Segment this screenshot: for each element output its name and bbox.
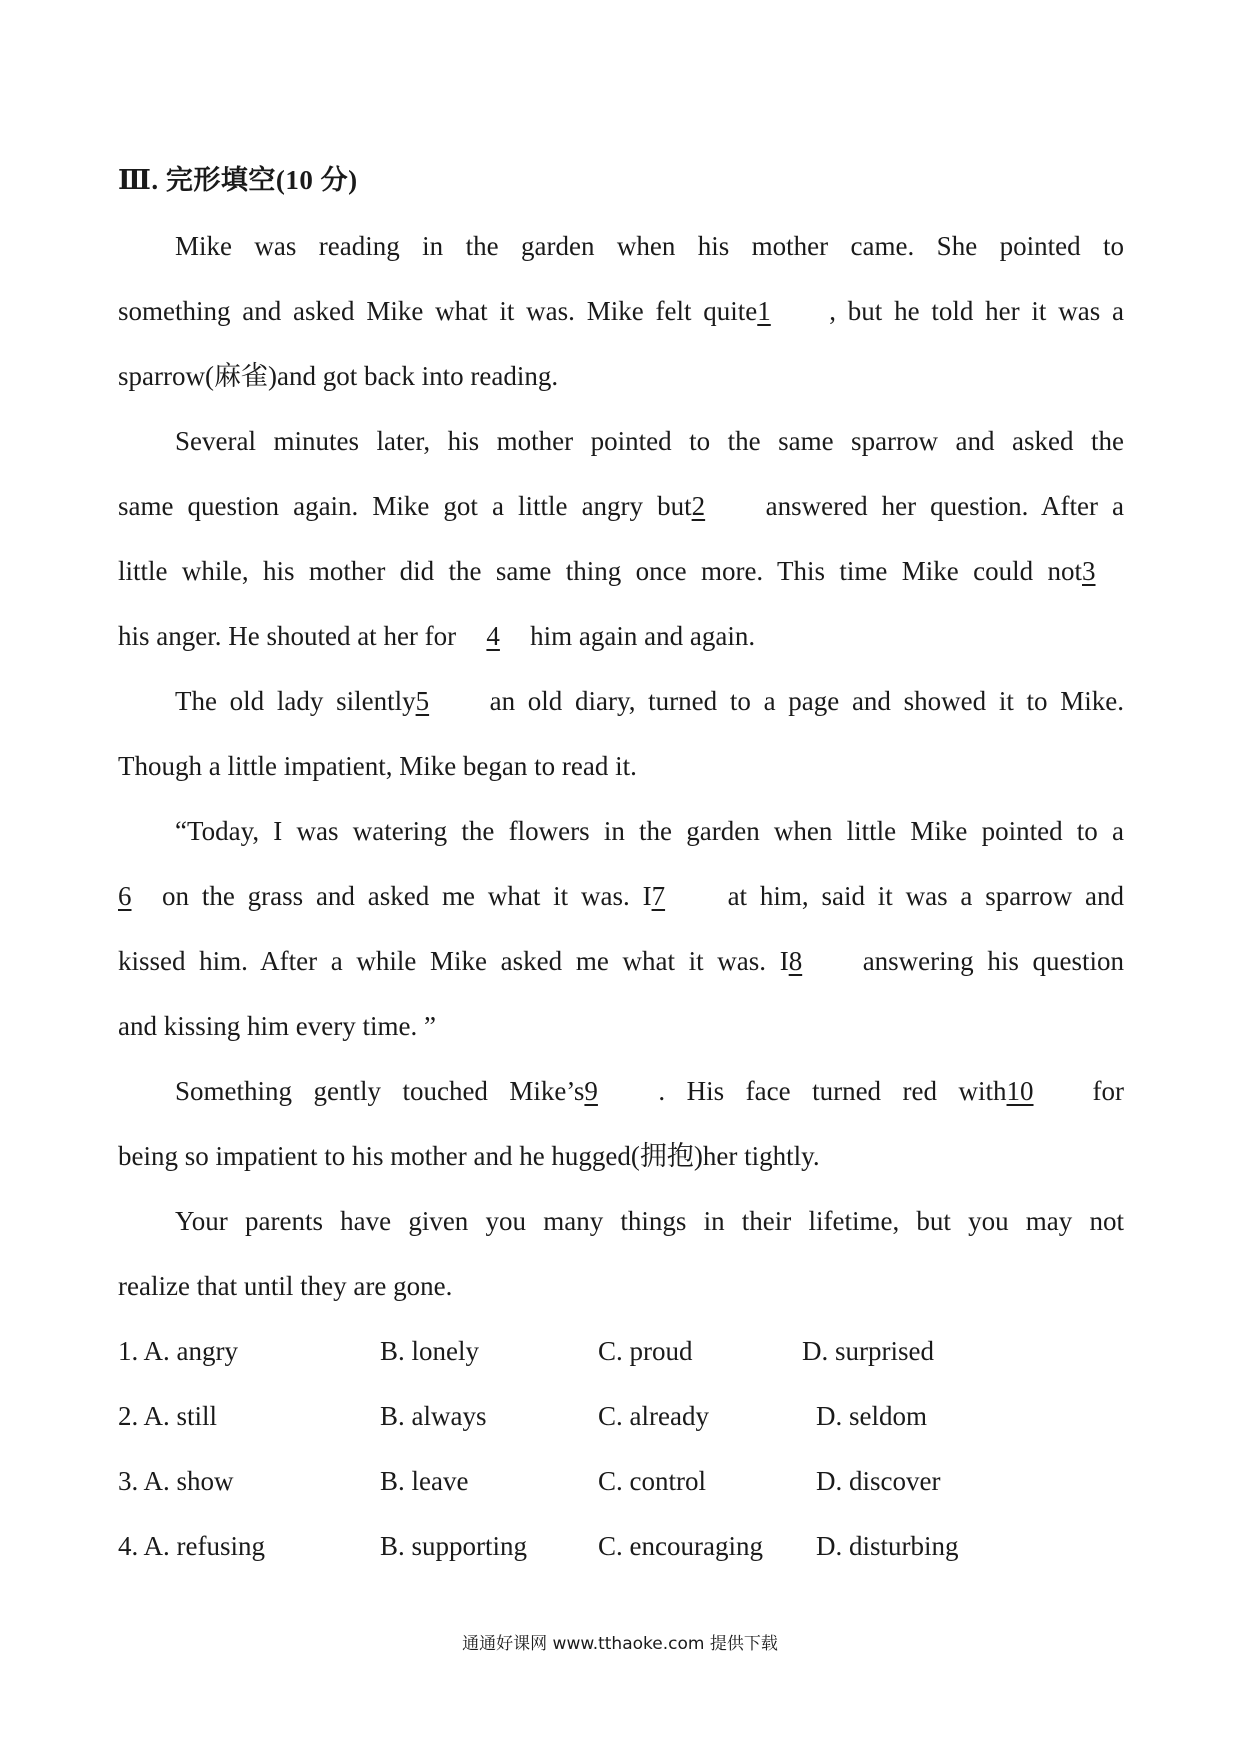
- blank-8: 8: [788, 946, 803, 976]
- passage-line: little while, his mother did the same thing once more. This time Mike could not3: [118, 553, 1124, 589]
- option-b: B. always: [380, 1401, 487, 1431]
- passage-line: something and asked Mike what it was. Mike felt quite1 , but he told her it was a: [118, 293, 1124, 329]
- option-row-3: [118, 1463, 1124, 1499]
- option-a: 1. A. angry: [118, 1336, 238, 1366]
- blank-1: 1: [757, 296, 771, 326]
- option-row-1: [118, 1333, 1124, 1369]
- blank-10: 10: [1006, 1076, 1034, 1106]
- option-b: B. supporting: [380, 1531, 528, 1561]
- passage-line: The old lady silently5 an old diary, turned to a page and showed it to Mike.: [175, 683, 1124, 719]
- option-c: C. control: [598, 1466, 706, 1496]
- passage-line: same question again. Mike got a little angry but2 answered her question. After a: [118, 488, 1124, 524]
- passage-line: “Today, I was watering the flowers in the garden when little Mike pointed to a: [175, 816, 1124, 846]
- option-d: D. discover: [816, 1466, 941, 1496]
- passage-line: 6 on the grass and asked me what it was. I7 at him, said it was a sparrow and: [118, 878, 1124, 914]
- option-row-2: [118, 1398, 1124, 1434]
- option-a: 2. A. still: [118, 1401, 218, 1431]
- passage-line: realize that until they are gone.: [118, 1271, 453, 1301]
- option-c: C. already: [598, 1401, 709, 1431]
- blank-4: 4: [486, 621, 500, 651]
- blank-3: 3: [1082, 556, 1096, 586]
- passage-line: being so impatient to his mother and he hugged(拥抱)her tightly.: [118, 1141, 820, 1171]
- option-c: C. encouraging: [598, 1531, 763, 1561]
- option-a: 3. A. show: [118, 1466, 234, 1496]
- blank-6: 6: [118, 881, 132, 911]
- section-title: Ⅲ. 完形填空(10 分): [118, 165, 358, 195]
- blank-5: 5: [415, 686, 430, 716]
- passage-line: Several minutes later, his mother pointed to the same sparrow and asked the: [175, 426, 1124, 456]
- blank-9: 9: [584, 1076, 598, 1106]
- passage-line: Something gently touched Mike’s9 . His face turned red with10 for: [175, 1073, 1124, 1109]
- option-a: 4. A. refusing: [118, 1531, 265, 1561]
- blank-7: 7: [651, 881, 666, 911]
- option-c: C. proud: [598, 1336, 693, 1366]
- passage-line: sparrow(麻雀)and got back into reading.: [118, 361, 559, 391]
- passage-line: kissed him. After a while Mike asked me what it was. I8 answering his question: [118, 943, 1124, 979]
- page-footer: 通通好课网 www.tthaoke.com 提供下载: [462, 1634, 778, 1654]
- option-d: D. disturbing: [816, 1531, 959, 1561]
- passage-line: Mike was reading in the garden when his mother came. She pointed to: [175, 231, 1124, 261]
- passage-line: Your parents have given you many things in their lifetime, but you may not: [175, 1206, 1124, 1236]
- option-b: B. lonely: [380, 1336, 479, 1366]
- option-d: D. seldom: [816, 1401, 927, 1431]
- passage-line: Though a little impatient, Mike began to read it.: [118, 751, 637, 781]
- option-row-4: [118, 1528, 1124, 1564]
- option-d: D. surprised: [802, 1336, 934, 1366]
- passage-line: and kissing him every time. ”: [118, 1011, 436, 1041]
- option-b: B. leave: [380, 1466, 469, 1496]
- passage-line: his anger. He shouted at her for 4 him again and again.: [118, 618, 1124, 654]
- blank-2: 2: [691, 491, 706, 521]
